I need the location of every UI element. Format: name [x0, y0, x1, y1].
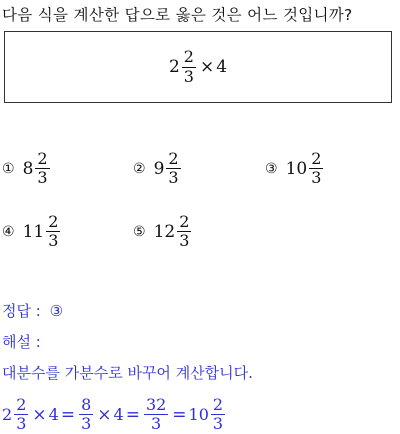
step-whole-4: 10 — [188, 405, 209, 425]
step-numerator-2: 8 — [81, 395, 92, 414]
choice-numerator: 2 — [37, 149, 48, 168]
step-denominator-4: 3 — [212, 414, 224, 434]
choice-fraction — [166, 150, 180, 188]
choice-denominator: 3 — [37, 168, 48, 188]
step-numerator-1: 2 — [16, 395, 27, 414]
choice-5[interactable] — [133, 213, 193, 251]
answer-label: 정답 : — [2, 302, 41, 320]
choice-fraction — [46, 213, 60, 251]
expr-numerator: 2 — [183, 47, 194, 67]
expr-times: × — [199, 57, 215, 77]
step-equals-3: = — [172, 404, 187, 425]
step-denominator-2: 3 — [81, 414, 92, 434]
choice-numerator: 2 — [179, 212, 190, 231]
solution-equation — [2, 396, 227, 434]
step-factor-1: 4 — [48, 405, 59, 425]
step-denominator-3: 3 — [151, 414, 162, 434]
choice-2[interactable] — [133, 150, 183, 188]
expr-factor: 4 — [216, 57, 228, 77]
choice-numerator: 2 — [48, 212, 59, 231]
choice-whole: 12 — [153, 221, 176, 242]
choice-1[interactable] — [2, 150, 52, 188]
step-numerator-4: 2 — [212, 395, 224, 414]
question-text: 다음 식을 계산한 답으로 옳은 것은 어느 것입니까? — [2, 6, 353, 24]
step-fraction-4 — [211, 396, 225, 434]
choice-denominator: 3 — [168, 168, 179, 188]
choice-denominator: 3 — [48, 231, 59, 251]
step-denominator-1: 3 — [16, 414, 27, 434]
choice-numerator: 2 — [168, 149, 179, 168]
choice-3[interactable] — [265, 150, 325, 188]
step-numerator-3: 32 — [145, 395, 167, 414]
choice-marker: ③ — [265, 160, 278, 177]
choice-marker: ⑤ — [133, 223, 146, 240]
choice-whole: 11 — [22, 221, 45, 242]
expression-box — [4, 31, 392, 103]
choice-marker: ② — [133, 160, 146, 177]
choice-denominator: 3 — [179, 231, 190, 251]
choice-marker: ① — [2, 160, 15, 177]
choice-whole: 8 — [22, 158, 34, 179]
step-whole-1: 2 — [2, 405, 13, 425]
choice-fraction — [177, 213, 191, 251]
choice-fraction — [309, 150, 323, 188]
answer-value: ③ — [49, 302, 64, 320]
answer-line — [2, 300, 63, 321]
expr-whole: 2 — [168, 57, 180, 77]
choice-whole: 9 — [153, 158, 165, 179]
expr-fraction — [182, 48, 196, 86]
step-fraction-3 — [144, 396, 168, 434]
choice-4[interactable] — [2, 213, 62, 251]
explanation-text: 대분수를 가분수로 바꾸어 계산합니다. — [2, 364, 253, 382]
step-fraction-2 — [79, 396, 93, 434]
choice-denominator: 3 — [311, 168, 322, 188]
choice-numerator: 2 — [311, 149, 322, 168]
expr-denominator: 3 — [183, 66, 194, 86]
step-times-2: × — [97, 404, 112, 425]
step-equals-1: = — [60, 404, 76, 425]
choice-marker: ④ — [2, 223, 15, 240]
explanation-label: 해설 : — [2, 333, 41, 351]
problem-expression — [169, 48, 227, 86]
step-times-1: × — [32, 404, 47, 425]
step-equals-2: = — [125, 404, 140, 425]
choice-whole: 10 — [285, 158, 308, 179]
step-factor-2: 4 — [113, 405, 124, 425]
step-fraction-1 — [14, 396, 28, 434]
choice-fraction — [35, 150, 49, 188]
